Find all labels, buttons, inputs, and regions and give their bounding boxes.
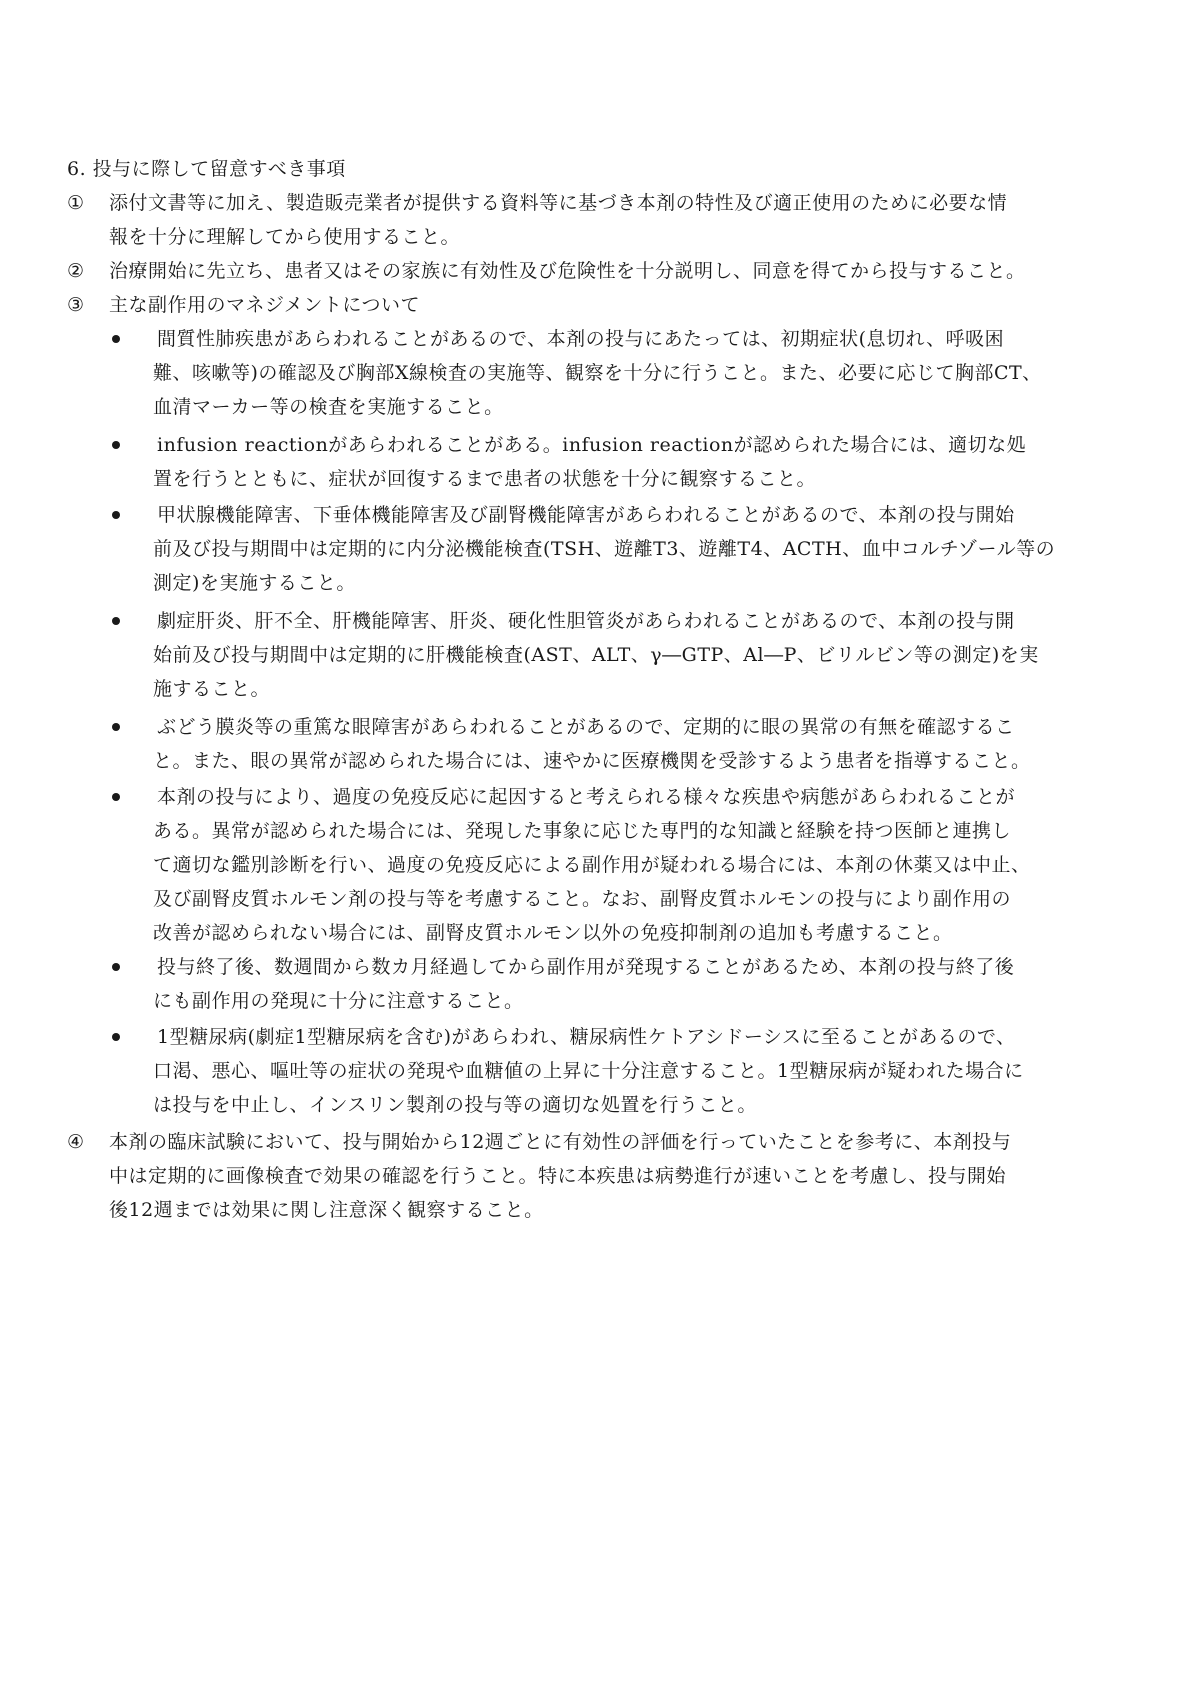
bullet-7-line-1: 投与終了後、数週間から数カ月経過してから副作用が発現することがあるため、本剤の投与終了後 <box>157 956 1015 978</box>
bullet-4-line-2: 始前及び投与期間中は定期的に肝機能検査(AST、ALT、γ―GTP、Al―P、ビリルビン等の測定)を実 <box>153 644 1039 666</box>
bullet-1-line-2: 難、咳嗽等)の確認及び胸部X線検査の実施等、観察を十分に行うこと。また、必要に応じて胸部CT、 <box>153 362 1042 384</box>
bullet-3-line-1: 甲状腺機能障害、下垂体機能障害及び副腎機能障害があらわれることがあるので、本剤の投与開始 <box>157 504 1015 526</box>
bullet-8-dot <box>112 1033 120 1041</box>
bullet-3-line-2: 前及び投与期間中は定期的に内分泌機能検査(TSH、遊離T3、遊離T4、ACTH、血中コルチゾール等の <box>153 538 1056 560</box>
bullet-6-line-3: て適切な鑑別診断を行い、過度の免疫反応による副作用が疑われる場合には、本剤の休薬又は中止、 <box>153 854 1031 876</box>
bullet-3-line-3: 測定)を実施すること。 <box>153 572 356 594</box>
item-marker-2: ② <box>67 260 85 282</box>
item-1-line-1: 添付文書等に加え、製造販売業者が提供する資料等に基づき本剤の特性及び適正使用のために必要な情 <box>109 192 1008 214</box>
bullet-5-line-1: ぶどう膜炎等の重篤な眼障害があらわれることがあるので、定期的に眼の異常の有無を確認するこ <box>157 716 1015 738</box>
bullet-8-line-2: 口渇、悪心、嘔吐等の症状の発現や血糖値の上昇に十分注意すること。1型糖尿病が疑われた場合に <box>153 1060 1024 1082</box>
bullet-6-line-1: 本剤の投与により、過度の免疫反応に起因すると考えられる様々な疾患や病態があらわれることが <box>157 786 1016 808</box>
item-3-line-1: 主な副作用のマネジメントについて <box>109 294 421 316</box>
item-4-line-3: 後12週までは効果に関し注意深く観察すること。 <box>109 1199 544 1221</box>
bullet-6-dot <box>112 793 120 801</box>
item-marker-1: ① <box>67 192 85 214</box>
item-marker-3: ③ <box>67 294 85 316</box>
item-1-line-2: 報を十分に理解してから使用すること。 <box>109 226 461 248</box>
bullet-4-dot <box>112 617 120 625</box>
bullet-2-line-2: 置を行うとともに、症状が回復するまで患者の状態を十分に観察すること。 <box>153 468 817 490</box>
item-2-line-1: 治療開始に先立ち、患者又はその家族に有効性及び危険性を十分説明し、同意を得てから投与すること。 <box>109 260 1026 282</box>
bullet-5-dot <box>112 723 120 731</box>
bullet-8-line-3: は投与を中止し、インスリン製剤の投与等の適切な処置を行うこと。 <box>153 1094 757 1116</box>
bullet-5-line-2: と。また、眼の異常が認められた場合には、速やかに医療機関を受診するよう患者を指導すること。 <box>153 750 1031 772</box>
item-4-line-1: 本剤の臨床試験において、投与開始から12週ごとに有効性の評価を行っていたことを参考に、本剤投与 <box>109 1131 1012 1153</box>
bullet-1-line-1: 間質性肺疾患があらわれることがあるので、本剤の投与にあたっては、初期症状(息切れ、呼吸困 <box>157 328 1005 350</box>
bullet-6-line-4: 及び副腎皮質ホルモン剤の投与等を考慮すること。なお、副腎皮質ホルモンの投与により副作用の <box>153 888 1012 910</box>
bullet-2-line-1: infusion reactionがあらわれることがある。infusion reactionが認められた場合には、適切な処 <box>157 434 1027 456</box>
bullet-6-line-5: 改善が認められない場合には、副腎皮質ホルモン以外の免疫抑制剤の追加も考慮すること。 <box>153 922 953 944</box>
bullet-7-line-2: にも副作用の発現に十分に注意すること。 <box>153 990 524 1012</box>
item-marker-4: ④ <box>67 1131 85 1153</box>
section-title: 6. 投与に際して留意すべき事項 <box>67 158 346 180</box>
bullet-7-dot <box>112 963 120 971</box>
bullet-2-dot <box>112 441 120 449</box>
bullet-4-line-3: 施すること。 <box>153 678 271 700</box>
bullet-1-dot <box>112 335 120 343</box>
bullet-3-dot <box>112 511 120 519</box>
bullet-1-line-3: 血清マーカー等の検査を実施すること。 <box>153 396 504 418</box>
bullet-4-line-1: 劇症肝炎、肝不全、肝機能障害、肝炎、硬化性胆管炎があらわれることがあるので、本剤の投与開 <box>157 610 1015 632</box>
item-4-line-2: 中は定期的に画像検査で効果の確認を行うこと。特に本疾患は病勢進行が速いことを考慮し、投与開始 <box>109 1165 1007 1187</box>
bullet-6-line-2: ある。異常が認められた場合には、発現した事象に応じた専門的な知識と経験を持つ医師と連携し <box>153 820 1012 842</box>
bullet-8-line-1: 1型糖尿病(劇症1型糖尿病を含む)があらわれ、糖尿病性ケトアシドーシスに至ることがあるので、 <box>157 1026 1016 1048</box>
